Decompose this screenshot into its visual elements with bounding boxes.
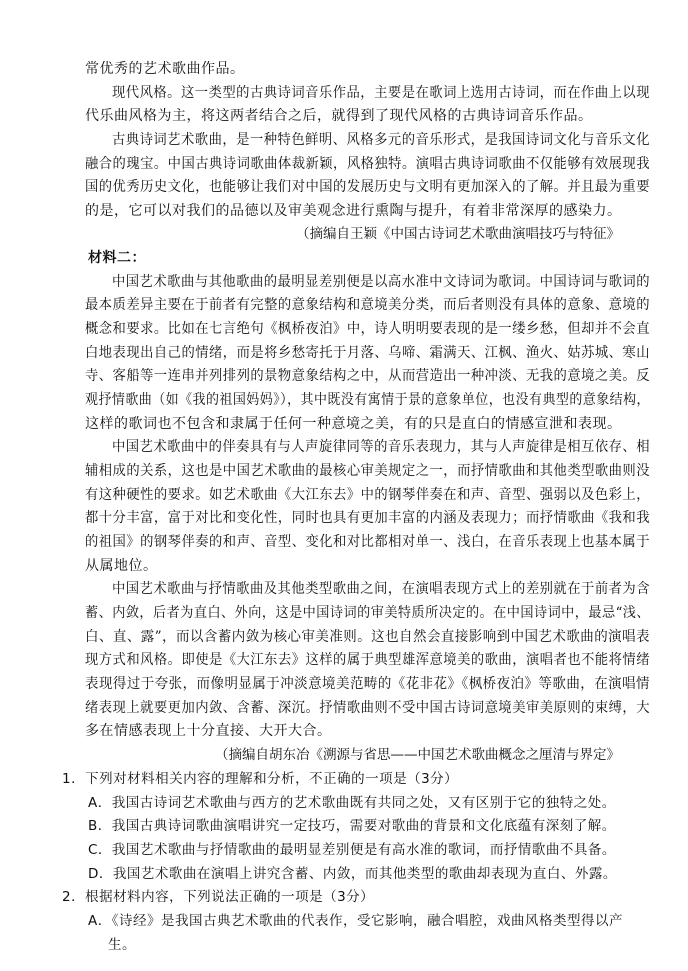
- text-line: 最本质差异主要在于前者有完整的意象结构和意境美分类，而后者则没有具体的意象、意境的: [85, 297, 650, 313]
- text-line: 的祖国》的钢琴伴奏的和声、音型、变化和对比都相对单一、浅白，在音乐表现上也基本属于: [85, 534, 650, 550]
- text-line: 中国艺术歌曲中的伴奏具有与人声旋律同等的音乐表现力，其与人声旋律是相互依存、相: [112, 439, 650, 455]
- text-line: 现代风格。这一类型的古典诗词音乐作品，主要是在歌词上选用古诗词，而在作曲上以现: [112, 85, 650, 101]
- text-line: 有这种硬性的要求。如艺术歌曲《大江东去》中的钢琴伴奏在和声、音型、强弱以及色彩上，: [85, 487, 650, 503]
- text-line: 中国艺术歌曲与抒情歌曲及其他类型歌曲之间，在演唱表现方式上的差别就在于前者为含: [112, 581, 650, 597]
- text-line: 多在情感表现上十分直接、大开大合。: [85, 723, 332, 739]
- option-2a: A．《诗经》是我国古典艺术歌曲的代表作，受它影响，融合唱腔，戏曲风格类型得以产: [88, 913, 623, 929]
- text-line: 代乐曲风格为主，将这两者结合之后，就得到了现代风格的古典诗词音乐作品。: [85, 108, 593, 124]
- text-line: 白、直、露”，而以含蓄内敛为核心审美准则。这也自然会直接影响到中国艺术歌曲的演唱表: [85, 629, 650, 645]
- text-line: 辅相成的关系，这也是中国艺术歌曲的最核心审美规定之一，而抒情歌曲和其他类型歌曲则没: [85, 463, 650, 479]
- text-line: 观抒情歌曲（如《我的祖国妈妈》），其中既没有寓情于景的意象单位，也没有典型的意象结构，: [85, 392, 650, 408]
- text-line: 概念和要求。比如在七言绝句《枫桥夜泊》中，诗人明明要表现的是一缕乡愁，但却并不会直: [85, 321, 650, 337]
- option-1b: B．我国古典诗词歌曲演唱讲究一定技巧，需要对歌曲的背景和文化底蕴有深刻了解。: [88, 818, 616, 834]
- source-citation: （摘编自胡东冶《溯源与省思——中国艺术歌曲概念之厘清与界定》: [215, 747, 620, 763]
- text-line: 白地表现出自己的情绪，而是将乡愁寄托于月落、乌啼、霜满天、江枫、渔火、姑苏城、寒山: [85, 345, 650, 361]
- text-line: 中国艺术歌曲与其他歌曲的最明显差别便是以高水准中文诗词为歌词。中国诗词与歌词的: [112, 274, 650, 290]
- section-heading: 材料二：: [88, 250, 146, 266]
- text-line: 这样的歌词也不包含和隶属于任何一种意境之美，有的只是直白的情感宣泄和表现。: [85, 416, 622, 432]
- option-1c: C．我国艺术歌曲与抒情歌曲的最明显差别便是有高水准的歌词，而抒情歌曲不具备。: [88, 842, 616, 858]
- text-line: 蓄、内敛，后者为直白、外向，这是中国诗词的审美特质所决定的。在中国诗词中，最忌“浅、: [85, 605, 650, 621]
- text-line: 国的优秀历史文化，也能够让我们对中国的发展历史与文明有更加深入的了解。并且最为重要: [85, 179, 650, 195]
- question-2: 2．根据材料内容，下列说法正确的一项是（3分）: [62, 889, 375, 905]
- text-line: 寺、客船等一连串并列排列的景物意象结构之中，从而营造出一种冲淡、无我的意境之美。反: [85, 368, 650, 384]
- text-line: 融合的瑰宝。中国古典诗词歌曲体裁新颖，风格独特。演唱古典诗词歌曲不仅能够有效展现我: [85, 156, 650, 172]
- source-citation: （摘编自王颖《中国古诗词艺术歌曲演唱技巧与特征》: [296, 226, 620, 242]
- text-line: 常优秀的艺术歌曲作品。: [85, 61, 245, 77]
- text-line: 从属地位。: [85, 558, 158, 574]
- text-line: 的是，它可以对我们的品德以及审美观念进行熏陶与提升，有着非常深厚的感染力。: [85, 203, 622, 219]
- text-line: 绪表现上就要更加内敛、含蓄、深沉。抒情歌曲则不受中国古诗词意境美审美原则的束缚，大: [85, 700, 650, 716]
- question-1: 1．下列对材料相关内容的理解和分析，不正确的一项是（3分）: [62, 771, 459, 787]
- text-line: 现方式和风格。即使是《大江东去》这样的属于典型雄浑意境美的歌曲，演唱者也不能将情绪: [85, 652, 650, 668]
- option-1d: D．我国艺术歌曲在演唱上讲究含蓄、内敛，而其他类型的歌曲却表现为直白、外露。: [88, 866, 617, 882]
- text-line: 都十分丰富，富于对比和变化性，同时也具有更加丰富的内涵及表现力；而抒情歌曲《我和我: [85, 510, 650, 526]
- text-line: 古典诗词艺术歌曲，是一种特色鲜明、风格多元的音乐形式，是我国诗词文化与音乐文化: [112, 132, 650, 148]
- option-1a: A．我国古诗词艺术歌曲与西方的艺术歌曲既有共同之处，又有区别于它的独特之处。: [88, 795, 616, 811]
- option-2a-continued: 生。: [108, 937, 136, 953]
- text-line: 表现得过于夸张，而像明显属于冲淡意境美范畴的《花非花》《枫桥夜泊》等歌曲，在演唱情: [85, 676, 650, 692]
